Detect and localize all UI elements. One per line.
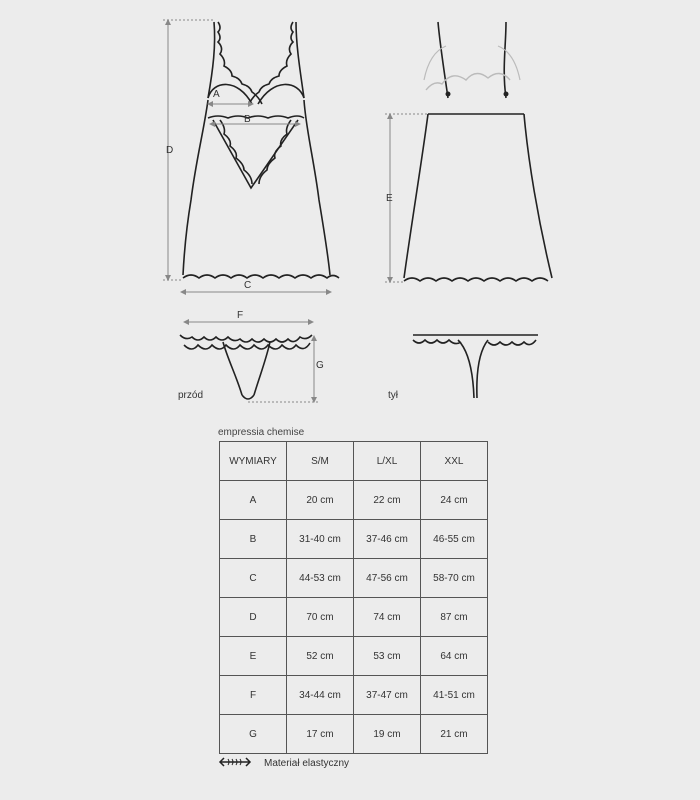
table-cell: 46-55 cm [421, 520, 488, 559]
row-label: D [220, 598, 287, 637]
table-cell: 34-44 cm [287, 676, 354, 715]
table-row [220, 520, 488, 559]
table-cell: 19 cm [354, 715, 421, 754]
back-caption: tył [388, 390, 398, 401]
table-cell: 53 cm [354, 637, 421, 676]
label-f: F [237, 310, 244, 321]
table-cell: 20 cm [287, 481, 354, 520]
table-cell: 47-56 cm [354, 559, 421, 598]
table-cell: 37-47 cm [354, 676, 421, 715]
table-cell: 44-53 cm [287, 559, 354, 598]
table-row [220, 559, 488, 598]
table-cell: 74 cm [354, 598, 421, 637]
table-cell: 24 cm [421, 481, 488, 520]
header-cell: XXL [421, 442, 488, 481]
table-cell: 58-70 cm [421, 559, 488, 598]
table-title: empressia chemise [218, 427, 305, 438]
table-cell: 22 cm [354, 481, 421, 520]
label-e: E [386, 193, 393, 204]
table-row [220, 715, 488, 754]
label-d: D [166, 145, 174, 156]
row-label: B [220, 520, 287, 559]
table-header-row [220, 442, 488, 481]
table-cell: 52 cm [287, 637, 354, 676]
row-label: A [220, 481, 287, 520]
row-label: C [220, 559, 287, 598]
table-cell: 31-40 cm [287, 520, 354, 559]
table-cell: 70 cm [287, 598, 354, 637]
elastic-arrows-icon [218, 756, 252, 771]
header-cell: WYMIARY [220, 442, 287, 481]
table-row [220, 637, 488, 676]
chemise-front-drawing [183, 22, 339, 278]
header-cell: S/M [287, 442, 354, 481]
label-g: G [316, 360, 324, 371]
label-a: A [213, 89, 220, 100]
front-caption: przód [178, 390, 204, 401]
garment-illustrations [8, 0, 700, 420]
table-row [220, 676, 488, 715]
size-table [219, 441, 488, 754]
legend [218, 756, 349, 771]
label-c: C [244, 280, 252, 291]
chemise-back-drawing [404, 22, 552, 281]
table-cell: 87 cm [421, 598, 488, 637]
thong-back-drawing [413, 335, 538, 398]
header-cell: L/XL [354, 442, 421, 481]
table-row [220, 598, 488, 637]
row-label: G [220, 715, 287, 754]
size-chart-sheet [8, 0, 694, 800]
table-cell: 64 cm [421, 637, 488, 676]
table-cell: 17 cm [287, 715, 354, 754]
row-label: E [220, 637, 287, 676]
legend-text: Materiał elastyczny [264, 758, 350, 769]
row-label: F [220, 676, 287, 715]
label-b: B [244, 114, 251, 125]
table-cell: 21 cm [421, 715, 488, 754]
table-cell: 41-51 cm [421, 676, 488, 715]
table-row [220, 481, 488, 520]
table-cell: 37-46 cm [354, 520, 421, 559]
